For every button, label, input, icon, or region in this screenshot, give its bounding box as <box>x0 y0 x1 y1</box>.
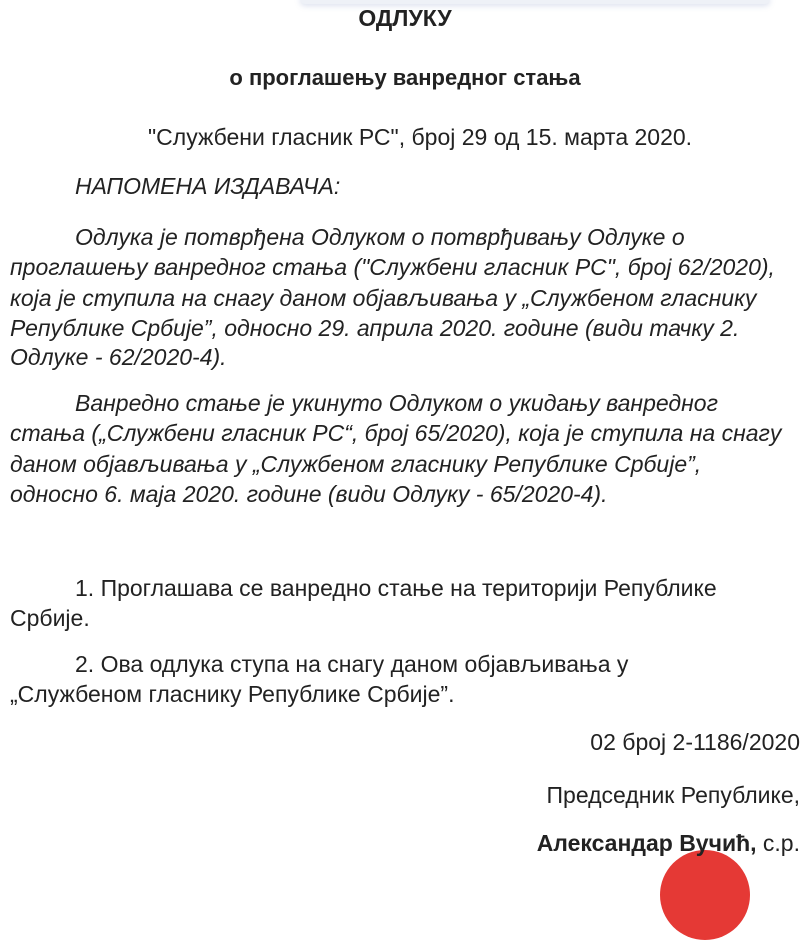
president-title: Председник Републике, <box>546 782 800 808</box>
text-line: 1. Проглашава се ванредно стање на територији Републике <box>75 575 717 601</box>
text-line: односно 6. маја 2020. године (види Одлуку - 65/2020-4). <box>10 481 608 507</box>
document-number: 02 број 2-1186/2020 <box>590 729 800 755</box>
text-line: Републике Србије”, односно 29. априла 2020. године (види тачку 2. <box>10 315 740 341</box>
text-line: „Службеном гласнику Републике Србије”. <box>10 681 455 707</box>
text-line: која је ступила на снагу даном објављивања у „Службеном гласнику <box>10 285 757 311</box>
note-heading: НАПОМЕНА ИЗДАВАЧА: <box>75 173 341 199</box>
floating-action-button[interactable] <box>660 850 750 940</box>
text-line: проглашењу ванредног стања ("Службени гласник РС", број 62/2020), <box>10 254 775 280</box>
text-line: 2. Ова одлука ступа на снагу даном објављивања у <box>75 651 629 677</box>
signature-suffix: с.р. <box>756 830 800 856</box>
text-line: Ванредно стање је укинуто Одлуком о укидању ванредног <box>75 390 718 416</box>
document-subtitle: о проглашењу ванредног стања <box>229 65 581 90</box>
text-line: Одлука је потврђена Одлуком о потврђивању Одлуке о <box>75 224 685 250</box>
signature <box>537 828 800 858</box>
gazette-reference: "Службени гласник РС", број 29 од 15. марта 2020. <box>148 124 693 150</box>
signature-name: Александар Вучић, <box>536 830 757 856</box>
text-line: даном објављивања у „Службеном гласнику Републике Србије”, <box>10 451 702 477</box>
text-line: Одлуке - 62/2020-4). <box>10 344 227 370</box>
text-line: стања („Службени гласник РС“, број 65/2020), која је ступила на снагу <box>10 420 782 446</box>
text-line: Србије. <box>10 605 90 631</box>
document-title: ОДЛУКУ <box>358 5 452 31</box>
